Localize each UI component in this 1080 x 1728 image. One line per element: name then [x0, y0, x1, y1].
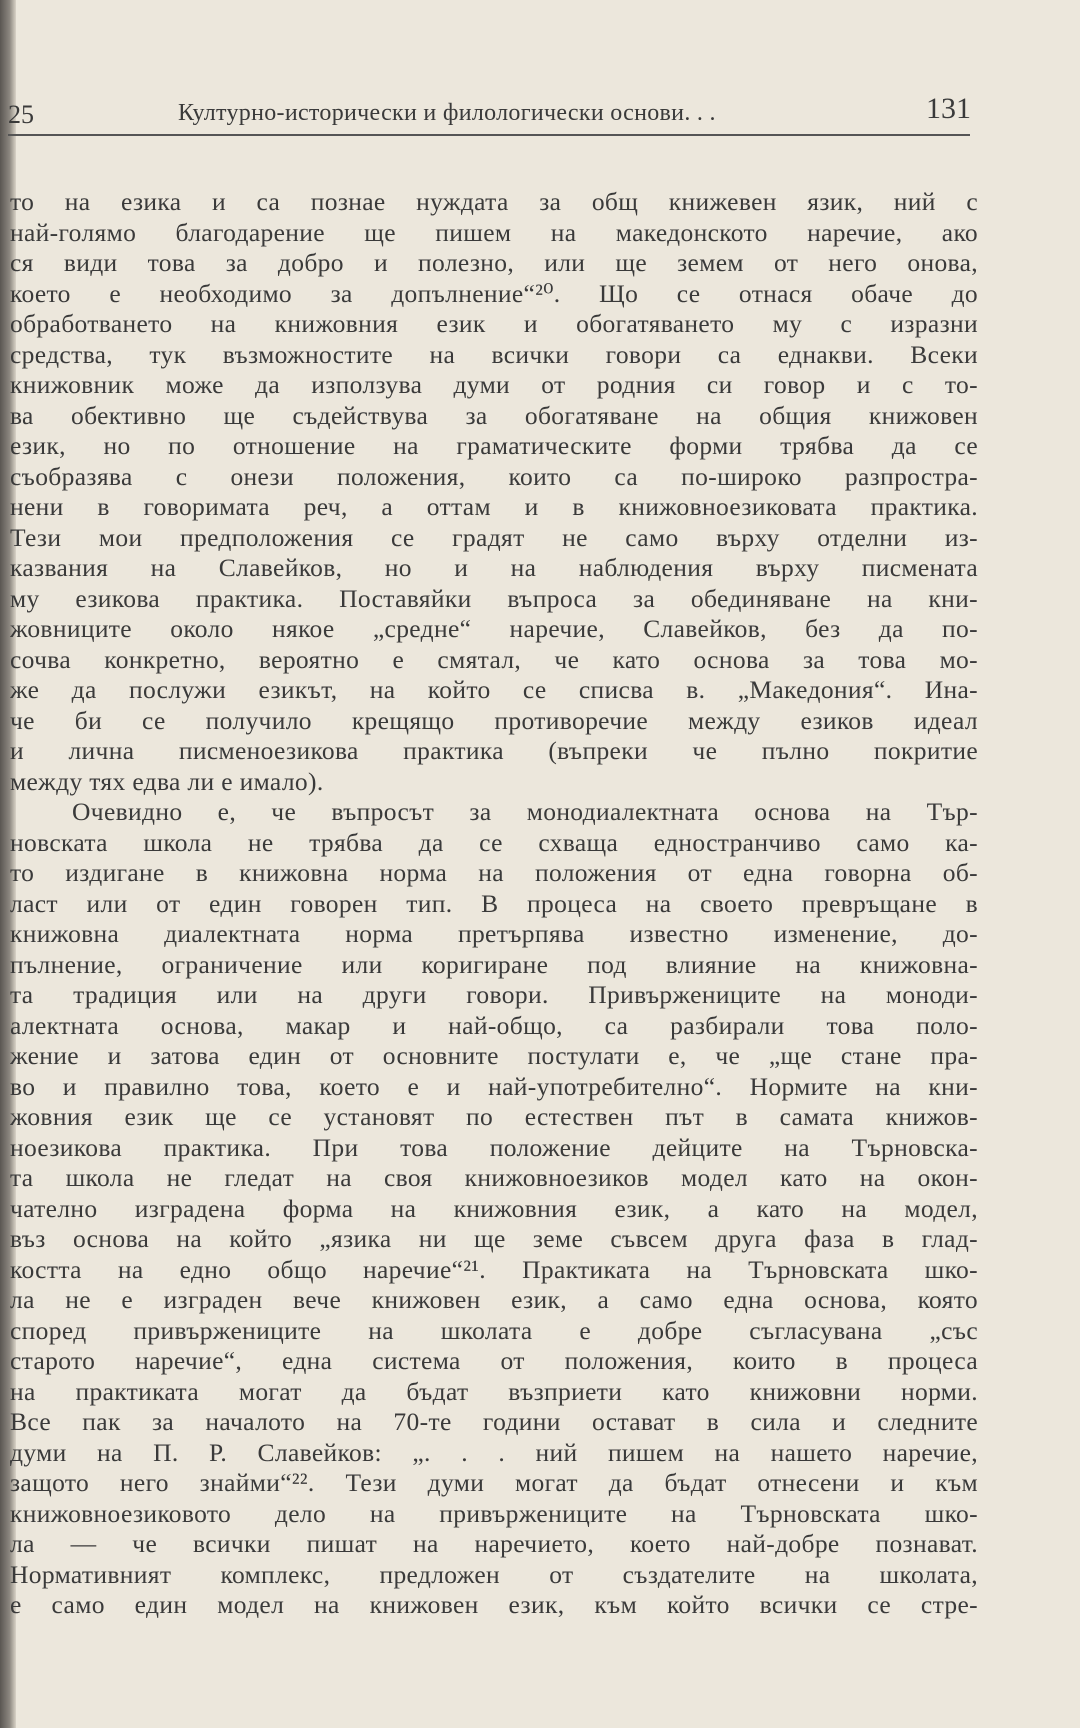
text-line: та школа не гледат на своя книжовноезиков модел като на окон-	[10, 1163, 978, 1192]
running-title: Културно-исторически и филологически основи. . .	[178, 100, 716, 126]
page-header	[0, 86, 980, 132]
text-line: чателно изградена форма на книжовния език, а като на модел,	[10, 1193, 978, 1223]
text-line: пълнение, ограничение или коригиране под влияние на книжовна-	[10, 949, 978, 979]
text-line: ва обективно ще съдействува за обогатяване на общия книжовен	[10, 400, 978, 430]
text-line: книжовник може да използува думи от родния си говор и с то-	[10, 370, 978, 399]
text-line: въз основа на който „язика ни ще земе съвсем друга фаза в глад-	[10, 1224, 978, 1253]
text-line: че би се получило крещящо противоречие между езиков идеал	[10, 705, 978, 735]
text-line: та традиция или на други говори. Привържениците на моноди-	[10, 980, 978, 1009]
text-line: ла не е изграден вече книжовен език, а само една основа, която	[10, 1285, 978, 1314]
text-line: ла — че всички пишат на наречието, което най-добре познават.	[10, 1529, 978, 1558]
text-line: защото него знайми“²². Тези думи могат да бъдат отнесени и към	[10, 1468, 978, 1497]
text-line: съобразява с онези положения, които са по-широко разпростра-	[10, 461, 978, 491]
text-line: во и правилно това, което е и най-употребително“. Нормите на кни-	[10, 1071, 978, 1101]
text-line: език, но по отношение на граматическите форми трябва да се	[10, 431, 978, 460]
text-line: му езикова практика. Поставяйки въпроса за обединяване на кни-	[10, 583, 978, 613]
text-line: Тези мои предположения се градят не само върху отделни из-	[10, 522, 978, 552]
text-line: то на езика и са познае нуждата за общ книжевен язик, ний с	[10, 187, 978, 216]
text-line: книжовна диалектната норма претърпява известно изменение, до-	[10, 919, 978, 948]
text-line: старото наречие“, една система от положения, които в процеса	[10, 1346, 978, 1375]
cropped-page-number: 25	[8, 100, 34, 129]
text-line: ласт или от един говорен тип. В процеса на своето превръщане в	[10, 888, 978, 918]
page-number: 131	[926, 92, 971, 125]
text-line: то издигане в книжовна норма на положения от една говорна об-	[10, 858, 978, 887]
text-line: алектната основа, макар и най-общо, са разбирали това поло-	[10, 1010, 978, 1040]
text-line: книжовноезиковото дело на привържениците на Търновската шко-	[10, 1498, 978, 1528]
text-line: между тях едва ли е имало).	[10, 766, 324, 796]
text-line: ноезикова практика. При това положение дейците на Търновска-	[10, 1132, 978, 1162]
text-line: средства, тук възможностите на всички говори са еднакви. Всеки	[10, 339, 978, 369]
text-line: Очевидно е, че въпросът за монодиалектната основа на Тър-	[72, 797, 978, 826]
text-line: жение и затова един от основните постулати е, че „ще стане пра-	[10, 1041, 978, 1070]
body-text	[10, 187, 978, 1621]
text-line: и лична писменоезикова практика (въпреки че пълно покритие	[10, 736, 978, 765]
text-line: Нормативният комплекс, предложен от създателите на школата,	[10, 1559, 978, 1589]
text-line: най-голямо благодарение ще пишем на македонското наречие, ако	[10, 217, 978, 247]
text-line: думи на П. Р. Славейков: „. . . ний пишем на нашето наречие,	[10, 1437, 978, 1467]
text-line: жовниците около някое „средне“ наречие, Славейков, без да по-	[10, 614, 978, 643]
text-line: обработването на книжовния език и обогатяването му с изразни	[10, 309, 978, 338]
text-line: според привържениците на школата е добре съгласувана „със	[10, 1315, 978, 1345]
header-rule	[8, 134, 970, 136]
text-line: жовния език ще се установят по естествен път в самата книжов-	[10, 1102, 978, 1131]
text-line: костта на едно общо наречие“²¹. Практиката на Търновската шко-	[10, 1254, 978, 1284]
text-line: което е необходимо за допълнение“²⁰. Що се отнася обаче до	[10, 278, 978, 308]
text-line: е само един модел на книжовен език, към който всички се стре-	[10, 1590, 978, 1619]
text-line: ся види това за добро и полезно, или ще земем от него онова,	[10, 248, 978, 277]
text-line: на практиката могат да бъдат възприети като книжовни норми.	[10, 1376, 978, 1406]
text-line: же да послужи езикът, на който се списва в. „Македония“. Ина-	[10, 675, 978, 704]
text-line: Все пак за началото на 70-те години остават в сила и следните	[10, 1407, 978, 1436]
text-line: казвания на Славейков, но и на наблюдения върху писмената	[10, 553, 978, 582]
text-line: нени в говоримата реч, а оттам и в книжовноезиковата практика.	[10, 492, 978, 521]
text-line: новската школа не трябва да се схваща едностранчиво само ка-	[10, 827, 978, 857]
text-line: сочва конкретно, вероятно е смятал, че като основа за това мо-	[10, 644, 978, 674]
